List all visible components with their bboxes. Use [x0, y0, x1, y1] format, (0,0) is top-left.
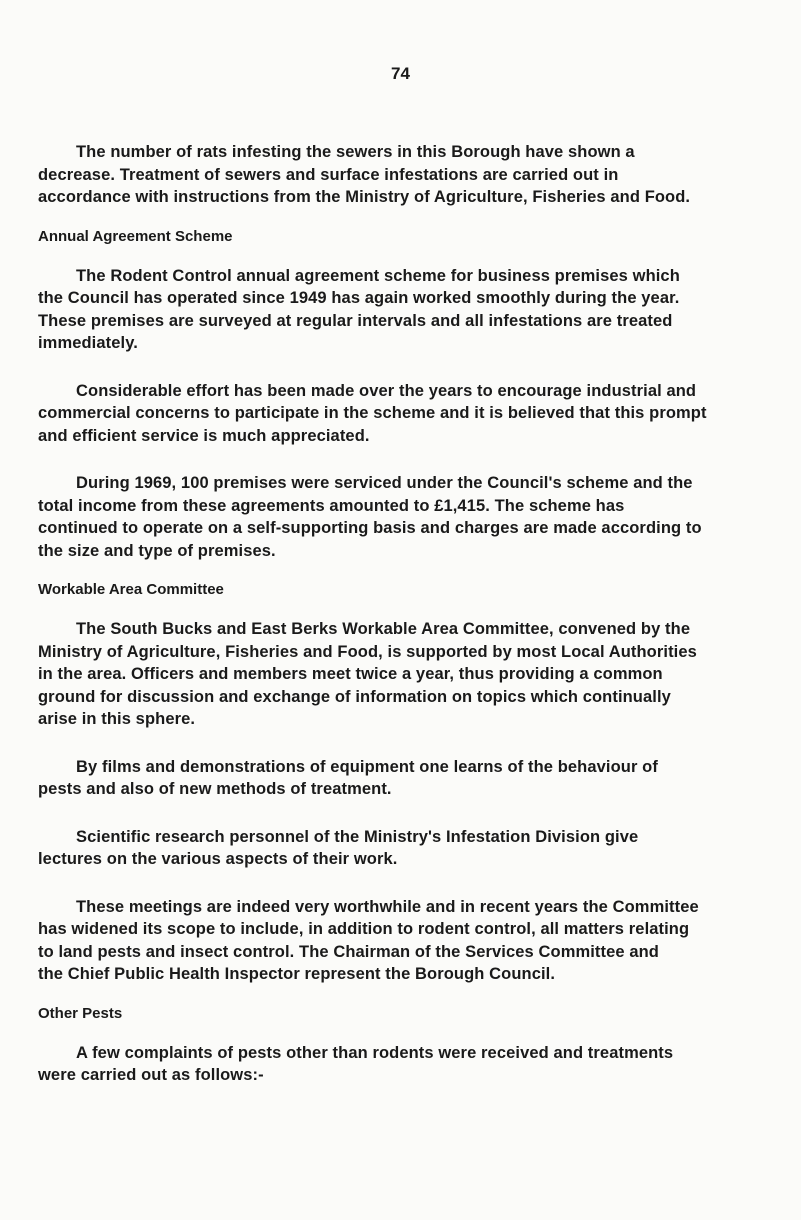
paragraph: [38, 618, 778, 731]
block-spacer: [38, 801, 778, 826]
paragraph-line: the Chief Public Health Inspector represent the Borough Council.: [38, 965, 556, 983]
paragraph-line: immediately.: [38, 334, 138, 352]
paragraph-line: By films and demonstrations of equipment one learns of the behaviour of: [76, 757, 658, 776]
paragraph: [38, 380, 778, 448]
document-body: [38, 141, 778, 1087]
paragraph-line: continued to operate on a self-supporting basis and charges are made according to: [38, 519, 702, 537]
block-spacer: [38, 247, 778, 265]
paragraph: [38, 756, 778, 801]
paragraph-line: The South Bucks and East Berks Workable Area Committee, convened by the: [76, 620, 691, 638]
section-heading: Workable Area Committee: [38, 581, 224, 598]
paragraph-line: A few complaints of pests other than rodents were received and treatments: [76, 1043, 674, 1062]
paragraph-line: has widened its scope to include, in addition to rodent control, all matters relating: [38, 920, 690, 938]
paragraph: [38, 1042, 778, 1087]
block-spacer: [38, 871, 778, 896]
paragraph-line: total income from these agreements amounted to £1,415. The scheme has: [38, 496, 625, 515]
block-spacer: [38, 209, 778, 227]
paragraph-line: Considerable effort has been made over the years to encourage industrial and: [76, 381, 697, 400]
page-number: 74: [391, 64, 410, 83]
paragraph-line: pests and also of new methods of treatment.: [38, 780, 392, 798]
paragraph-line: Scientific research personnel of the Ministry's Infestation Division give: [76, 827, 639, 846]
paragraph-line: Ministry of Agriculture, Fisheries and Food, is supported by most Local Authorities: [38, 642, 697, 661]
paragraph: [38, 826, 778, 871]
paragraph-line: These meetings are indeed very worthwhile and in recent years the Committee: [76, 897, 699, 916]
block-spacer: [38, 986, 778, 1004]
paragraph-line: These premises are surveyed at regular intervals and all infestations are treated: [38, 311, 673, 330]
block-spacer: [38, 355, 778, 380]
paragraph-line: the size and type of premises.: [38, 541, 276, 560]
paragraph-line: and efficient service is much appreciated.: [38, 426, 370, 445]
block-spacer: [38, 600, 778, 618]
paragraph-line: arise in this sphere.: [38, 710, 196, 728]
paragraph-line: lectures on the various aspects of their work.: [38, 850, 398, 868]
paragraph: [38, 265, 778, 355]
block-spacer: [38, 447, 778, 472]
paragraph-line: The Rodent Control annual agreement scheme for business premises which: [76, 266, 680, 285]
paragraph-line: accordance with instructions from the Ministry of Agriculture, Fisheries and Food.: [38, 188, 691, 206]
block-spacer: [38, 562, 778, 580]
paragraph: [38, 472, 778, 562]
paragraph-line: During 1969, 100 premises were serviced under the Council's scheme and the: [76, 474, 693, 492]
paragraph-line: decrease. Treatment of sewers and surface infestations are carried out in: [38, 165, 619, 184]
block-spacer: [38, 1024, 778, 1042]
paragraph-line: the Council has operated since 1949 has again worked smoothly during the year.: [38, 289, 680, 307]
paragraph-line: in the area. Officers and members meet twice a year, thus providing a common: [38, 665, 663, 683]
section-heading: Other Pests: [38, 1004, 123, 1022]
paragraph-line: commercial concerns to participate in the scheme and it is believed that this prompt: [38, 404, 707, 422]
paragraph: [38, 896, 778, 986]
block-spacer: [38, 731, 778, 756]
paragraph-line: The number of rats infesting the sewers in this Borough have shown a: [76, 143, 635, 161]
paragraph-line: were carried out as follows:-: [38, 1066, 264, 1084]
section-heading: Annual Agreement Scheme: [38, 227, 233, 245]
paragraph: [38, 141, 778, 209]
paragraph-line: to land pests and insect control. The Chairman of the Services Committee and: [38, 942, 659, 961]
paragraph-line: ground for discussion and exchange of information on topics which continually: [38, 687, 671, 706]
